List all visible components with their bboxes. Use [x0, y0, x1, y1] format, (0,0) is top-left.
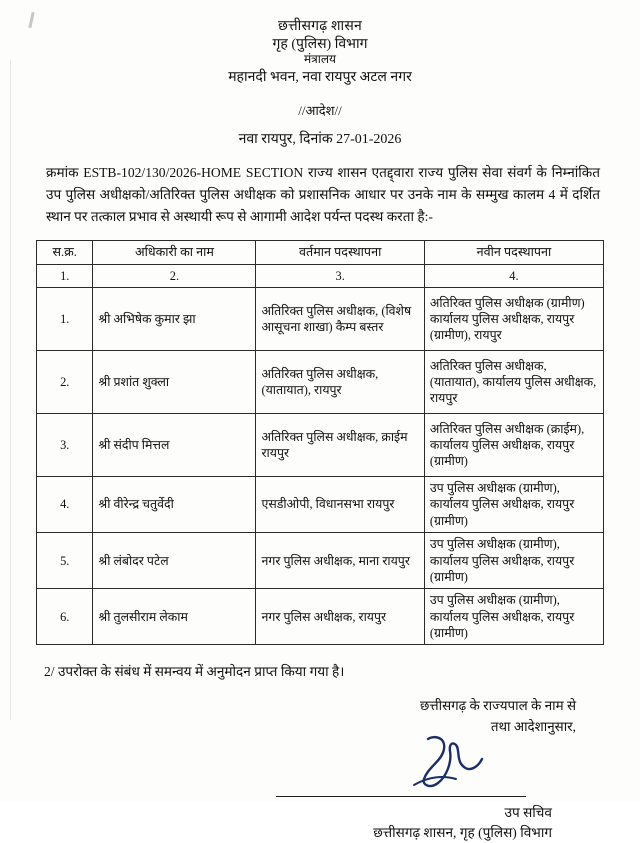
posting-table — [36, 240, 604, 645]
row-officer: श्री तुलसीराम लेकाम — [93, 589, 256, 645]
column-number-4: 4. — [424, 264, 603, 287]
signature-rule — [276, 796, 526, 797]
row-officer: श्री संदीप मित्तल — [93, 414, 256, 477]
row-serial: 2. — [37, 351, 93, 414]
column-number-3: 3. — [256, 264, 424, 287]
authority-line-1: छत्तीसगढ़ के राज्यपाल के नाम से — [419, 698, 576, 714]
table-row — [37, 351, 604, 414]
row-current: अतिरिक्त पुलिस अधीक्षक, (यातायात), रायपुर — [256, 351, 424, 414]
table-row — [37, 288, 604, 351]
row-officer: श्री अभिषेक कुमार झा — [93, 288, 256, 351]
signature-icon — [394, 733, 514, 799]
document-header — [36, 18, 604, 87]
order-heading: //आदेश// — [298, 103, 342, 119]
row-serial: 5. — [37, 533, 93, 589]
authority-block — [36, 696, 604, 736]
table-column-number-row — [37, 264, 604, 287]
signer-title: उप सचिव — [504, 804, 552, 820]
authority-line-2: तथा आदेशानुसार, — [490, 718, 576, 734]
row-current: नगर पुलिस अधीक्षक, माना रायपुर — [256, 533, 424, 589]
row-officer: श्री वीरेन्द्र चतुर्वेदी — [93, 477, 256, 533]
table-header-row — [37, 241, 604, 265]
row-new: अतिरिक्त पुलिस अधीक्षक (ग्रामीण) कार्यालय पुलिस अधीक्षक, रायपुर (ग्रामीण), रायपुर — [424, 288, 603, 351]
row-new: उप पुलिस अधीक्षक (ग्रामीण), कार्यालय पुलिस अधीक्षक, रायपुर (ग्रामीण) — [424, 533, 603, 589]
row-officer: श्री प्रशांत शुक्ला — [93, 351, 256, 414]
row-new: उप पुलिस अधीक्षक (ग्रामीण), कार्यालय पुलिस अधीक्षक, रायपुर (ग्रामीण) — [424, 477, 603, 533]
approval-note: 2/ उपरोक्त के संबंध में समन्वय में अनुमोदन प्राप्त किया गया है। — [44, 664, 345, 680]
row-current: अतिरिक्त पुलिस अधीक्षक, क्राईम रायपुर — [256, 414, 424, 477]
row-officer: श्री लंबोदर पटेल — [93, 533, 256, 589]
header-line-state: छत्तीसगढ़ शासन — [277, 19, 363, 34]
row-current: नगर पुलिस अधीक्षक, रायपुर — [256, 589, 424, 645]
row-current: अतिरिक्त पुलिस अधीक्षक, (विशेष आसूचना शाखा) कैम्प बस्तर — [256, 288, 424, 351]
row-serial: 3. — [37, 414, 93, 477]
table-row — [37, 477, 604, 533]
column-number-2: 2. — [93, 264, 256, 287]
column-header-serial: स.क्र. — [37, 241, 93, 265]
header-line-department: गृह (पुलिस) विभाग — [272, 36, 368, 52]
scan-edge-line — [10, 60, 11, 720]
table-row — [37, 414, 604, 477]
column-header-officer: अधिकारी का नाम — [93, 241, 256, 265]
row-new: अतिरिक्त पुलिस अधीक्षक (क्राईम), कार्यालय पुलिस अधीक्षक, रायपुर (ग्रामीण) — [424, 414, 603, 477]
row-new: उप पुलिस अधीक्षक (ग्रामीण), कार्यालय पुलिस अधीक्षक, रायपुर (ग्रामीण) — [424, 589, 603, 645]
column-header-current: वर्तमान पदस्थापना — [256, 241, 424, 265]
row-serial: 4. — [37, 477, 93, 533]
signer-block — [36, 803, 604, 843]
column-header-new: नवीन पदस्थापना — [424, 241, 603, 265]
place-and-date: नवा रायपुर, दिनांक 27-01-2026 — [238, 132, 402, 148]
row-serial: 6. — [37, 589, 93, 645]
signer-department: छत्तीसगढ़ शासन, गृह (पुलिस) विभाग — [373, 825, 552, 841]
row-new: अतिरिक्त पुलिस अधीक्षक, (यातायात), कार्यालय पुलिस अधीक्षक, रायपुर — [424, 351, 603, 414]
header-line-address: महानदी भवन, नवा रायपुर अटल नगर — [228, 70, 412, 86]
row-serial: 1. — [37, 288, 93, 351]
table-row — [37, 589, 604, 645]
signature-area — [36, 737, 544, 803]
column-number-1: 1. — [37, 264, 93, 287]
header-line-ministry: मंत्रालय — [303, 51, 336, 66]
order-body-paragraph: क्रमांक ESTB-102/130/2026-HOME SECTION राज्य शासन एतद्द्वारा राज्य पुलिस सेवा संवर्ग के निम्नांकित उप पुलिस अधीक्षको/अतिरिक्त पुलिस अधीक्षक को प्रशासनिक आधार पर उनके नाम के सम्मुख कालम 4 में दर्शित स्थान पर तत्काल प्रभाव से अस्थायी रूप से आगामी आदेश पर्यन्त पदस्थ करता है:- — [46, 165, 600, 225]
table-row — [37, 533, 604, 589]
row-current: एसडीओपी, विधानसभा रायपुर — [256, 477, 424, 533]
scan-artifact-icon — [28, 12, 34, 28]
